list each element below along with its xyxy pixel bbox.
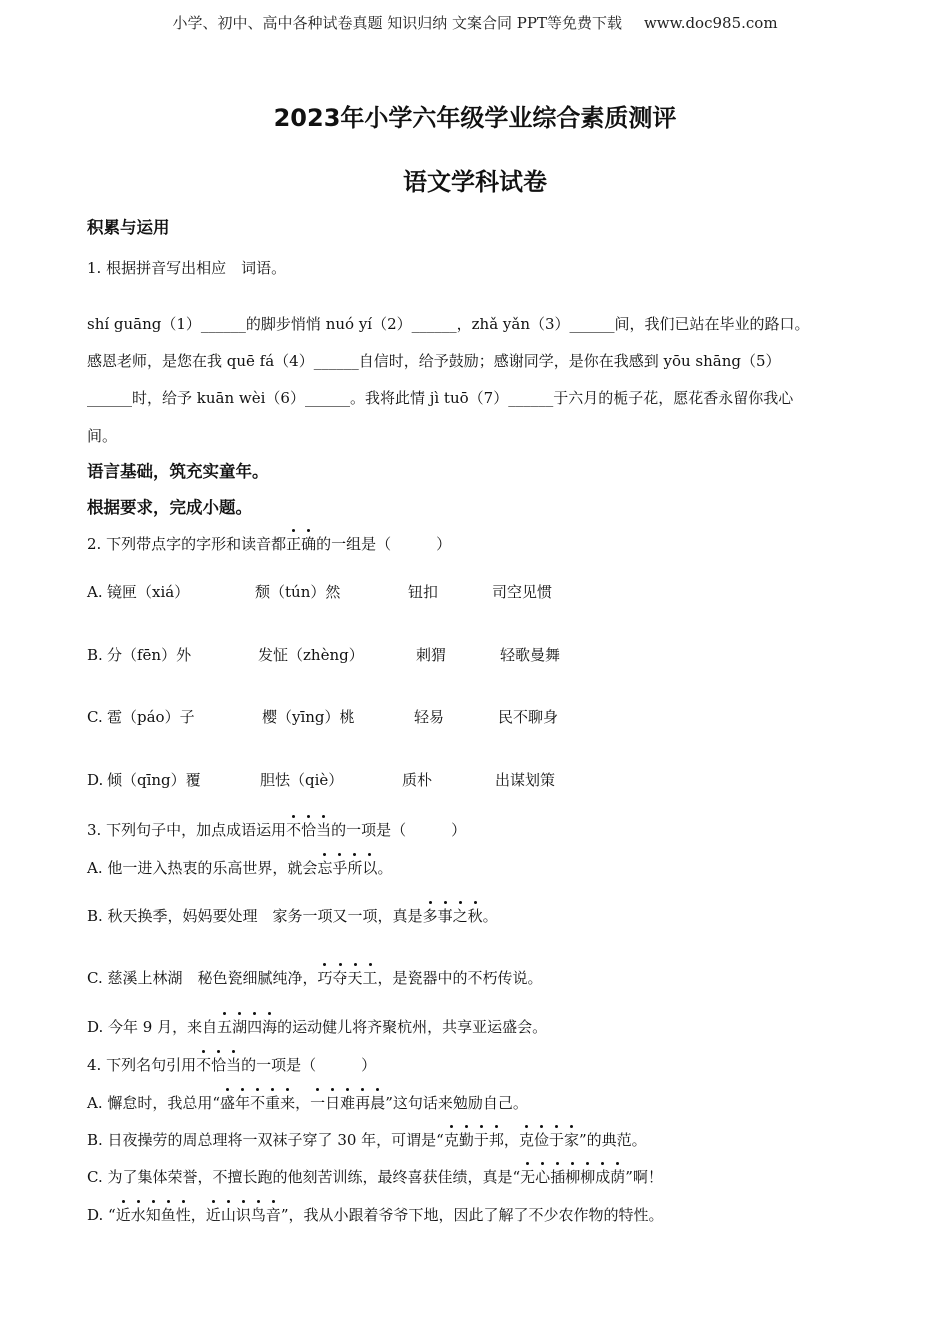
option-word-3: 刺猬 [416, 646, 447, 664]
option-text-post: 。 [377, 859, 393, 877]
option-text-post: ，是瓷器中的不朽传说。 [377, 969, 543, 987]
option-text-dotted: 克勤于邦，克俭于家 [443, 1131, 579, 1149]
option-text-dotted: 五湖四海 [217, 1018, 278, 1036]
option-word-2: 胆怯（qiè） [260, 771, 344, 789]
q3-option-b[interactable] [87, 906, 887, 926]
option-text-dotted: 忘乎所以 [317, 859, 378, 877]
q1-line-3: ______时，给予 kuān wèi（6）______。我将此情 jì tuō（7）______于六月的栀子花，愿花香永留你我心 [87, 389, 794, 407]
q4-stem [87, 1055, 887, 1075]
q3-option-c[interactable] [87, 968, 887, 988]
section-heading-1: 积累与运用 [87, 218, 170, 237]
q2-stem-b: 的一组是（ ） [316, 535, 452, 553]
option-word-1: 倾（qīng）覆 [107, 771, 201, 789]
q1-line-4: 间。 [87, 427, 118, 445]
option-label: D. [87, 771, 104, 789]
q4-stem-dotted: 不恰当 [196, 1056, 242, 1074]
option-word-2: 樱（yīng）桃 [262, 708, 355, 726]
section-heading-2: 语言基础，筑充实童年。 [87, 462, 269, 481]
q4-stem-a: 4. 下列名句引用 [87, 1056, 197, 1074]
option-word-1: 镜匣（xiá） [107, 583, 190, 601]
option-text-pre: D. 今年 9 月，来自 [87, 1018, 218, 1036]
q3-option-d[interactable] [87, 1017, 887, 1037]
q3-stem [87, 820, 887, 840]
q2-stem [87, 534, 887, 554]
q3-stem-a: 3. 下列句子中，加点成语运用 [87, 821, 287, 839]
q4-option-b[interactable] [87, 1130, 887, 1150]
option-word-3: 轻易 [414, 708, 445, 726]
option-text-post: ”的典范。 [579, 1131, 647, 1149]
option-text-post: ”，我从小跟着爷爷下地，因此了解了不少农作物的特性。 [280, 1206, 664, 1224]
option-label: A. [87, 583, 103, 601]
option-text-pre: A. 懈怠时，我总用“ [87, 1094, 221, 1112]
option-text-post: 。 [482, 907, 498, 925]
option-word-4: 民不聊身 [498, 708, 559, 726]
header-site[interactable]: www.doc985.com [643, 14, 778, 32]
q4-option-a[interactable] [87, 1093, 887, 1113]
option-text-pre: B. 日夜操劳的周总理将一双袜子穿了 30 年，可谓是“ [87, 1131, 444, 1149]
q3-stem-dotted: 不恰当 [286, 821, 332, 839]
q3-option-a[interactable] [87, 858, 887, 878]
option-text-post: ”这句话来勉励自己。 [385, 1094, 528, 1112]
option-text-pre: D. “ [87, 1206, 116, 1224]
header-text: 小学、初中、高中各种试卷真题 知识归纳 文案合同 PPT等免费下载 [172, 14, 622, 32]
q2-stem-a: 2. 下列带点字的字形和读音都 [87, 535, 287, 553]
option-text-post: 的运动健儿将齐聚杭州，共享亚运盛会。 [277, 1018, 548, 1036]
option-word-1: 雹（páo）子 [107, 708, 195, 726]
option-text-pre: C. 为了集体荣誉，不擅长跑的他刻苦训练，最终喜获佳绩，真是“ [87, 1168, 521, 1186]
option-text-pre: C. 慈溪上林湖 秘色瓷细腻纯净， [87, 969, 318, 987]
option-text-dotted: 盛年不重来，一日难再晨 [220, 1094, 386, 1112]
option-word-2: 发怔（zhèng） [258, 646, 364, 664]
option-word-4: 司空见惯 [492, 583, 553, 601]
option-text-pre: A. 他一进入热衷的乐高世界，就会 [87, 859, 318, 877]
option-text-dotted: 无心插柳柳成荫 [520, 1168, 626, 1186]
option-label: B. [87, 646, 103, 664]
option-word-4: 出谋划策 [495, 771, 556, 789]
option-word-1: 分（fēn）外 [107, 646, 192, 664]
q1-line-2: 感恩老师，是您在我 quē fá（4）______自信时，给予鼓励；感谢同学，是你在我感到 yōu shāng（5） [87, 352, 781, 370]
option-word-2: 颓（tún）然 [255, 583, 341, 601]
page-header [0, 12, 950, 33]
q3-stem-b: 的一项是（ ） [331, 821, 467, 839]
option-text-dotted: 多事之秋 [422, 907, 483, 925]
option-text-pre: B. 秋天换季，妈妈要处理 家务一项又一项，真是 [87, 907, 423, 925]
section-heading-3: 根据要求，完成小题。 [87, 498, 252, 517]
option-text-post: ”啊！ [625, 1168, 663, 1186]
q2-stem-dotted: 正确 [286, 535, 317, 553]
option-text-dotted: 巧夺天工 [317, 969, 378, 987]
exam-subtitle: 语文学科试卷 [403, 168, 547, 196]
q4-option-c[interactable] [87, 1167, 887, 1187]
q1-line-1: shí guāng（1）______的脚步悄悄 nuó yí（2）______，zhǎ yǎn（3）______间，我们已站在毕业的路口。 [87, 315, 810, 333]
exam-title: 2023年小学六年级学业综合素质测评 [273, 104, 677, 132]
q1-stem: 1. 根据拼音写出相应 词语。 [87, 259, 287, 277]
option-label: C. [87, 708, 103, 726]
q4-option-d[interactable] [87, 1205, 887, 1225]
option-word-4: 轻歌曼舞 [500, 646, 561, 664]
option-word-3: 钮扣 [408, 583, 439, 601]
option-text-dotted: 近水知鱼性，近山识鸟音 [115, 1206, 281, 1224]
q4-stem-b: 的一项是（ ） [241, 1056, 377, 1074]
option-word-3: 质朴 [402, 771, 433, 789]
